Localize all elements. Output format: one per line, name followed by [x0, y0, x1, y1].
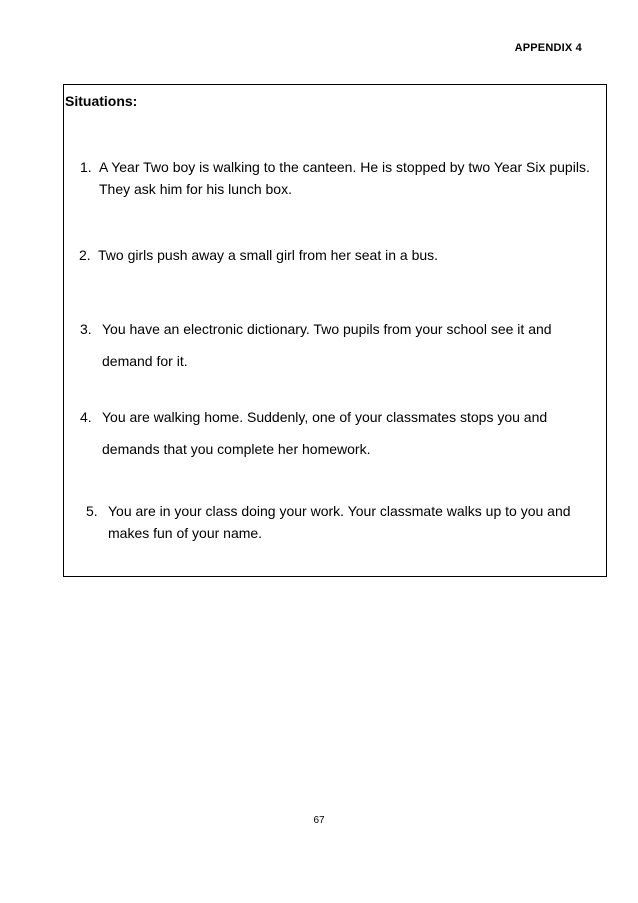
page-number: 67 [313, 815, 325, 826]
situation-text: Two girls push away a small girl from her seat in a bus. [98, 247, 439, 263]
situations-box [63, 84, 607, 577]
appendix-label: APPENDIX 4 [514, 42, 582, 54]
situation-number: 1. [80, 159, 92, 175]
situation-text: A Year Two boy is walking to the canteen. He is stopped by two Year Six pupils. They ask him for his lunch box. [99, 159, 590, 197]
situation-text: You are in your class doing your work. Your classmate walks up to you and makes fun of your name. [108, 503, 571, 541]
situation-item-3 [80, 313, 600, 377]
situation-item-2 [79, 244, 599, 266]
situation-text: You have an electronic dictionary. Two pupils from your school see it and demand for it. [102, 321, 552, 369]
situation-text: You are walking home. Suddenly, one of your classmates stops you and demands that you complete her homework. [102, 409, 548, 457]
situation-number: 3. [80, 321, 92, 337]
situation-number: 4. [80, 409, 92, 425]
situation-item-1 [80, 156, 600, 200]
situation-number: 5. [86, 503, 98, 519]
situation-item-5 [86, 500, 601, 544]
situation-item-4 [80, 401, 600, 465]
situations-heading: Situations: [65, 93, 138, 109]
situation-number: 2. [79, 247, 91, 263]
